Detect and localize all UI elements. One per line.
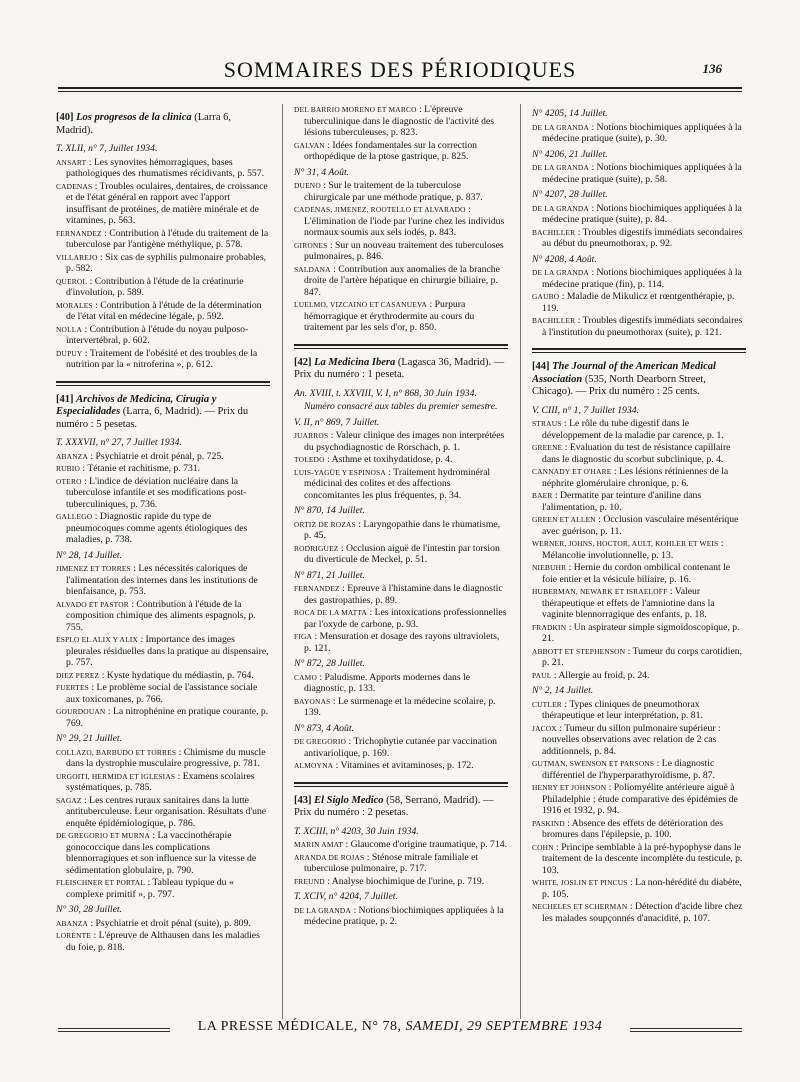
article-entry	[56, 181, 270, 227]
article-title: : Poliomyélite antérieure aiguë à Philadelphie ; étude comparative des épidémies de 1916 et 1932, p. 94.	[542, 782, 738, 816]
article-entry	[56, 451, 270, 463]
article-title: : Mélancolie involutionnelle, p. 13.	[542, 538, 724, 561]
article-title: : Traitement de l'obésité et des troubles de la nutrition par la « nitroferina », p. 612.	[66, 347, 258, 370]
article-author: LUELMO, VIZCAINO ET CASANUEVA	[294, 300, 428, 309]
issue-heading: N° 872, 28 Juillet.	[294, 658, 365, 669]
article-entry	[532, 670, 746, 682]
article-title: : Les lésions rétiniennes de la néphrite glomérulaire chronique, p. 6.	[542, 466, 729, 489]
article-title: : Le surmenage et la médecine scolaire, p. 139.	[304, 695, 496, 718]
article-author: GIRONES	[294, 240, 328, 250]
article-author: JIMENEZ ET TORRES	[56, 564, 131, 573]
article-entry	[532, 818, 746, 841]
article-author: ROCA DE LA MATTA	[294, 608, 368, 617]
article-title: : Contribution à l'étude de la créatinurie d'involution, p. 589.	[66, 275, 244, 298]
issue-heading: T. XCIV, n° 4204, 7 Juillet.	[294, 891, 398, 902]
article-entry	[56, 348, 270, 371]
article-author: SAGAZ	[56, 795, 82, 805]
article-author: GREEN ET ALLEN	[532, 515, 596, 524]
article-title: : Tumeur du corps carotidien, p. 21.	[542, 645, 743, 668]
page-number: 136	[702, 61, 722, 76]
article-title: : Occlusion aiguë de l'intestin par torsion du diverticule de Meckel, p. 51.	[304, 542, 500, 565]
article-entry	[56, 918, 270, 930]
article-author: HENRY ET JOHNSON	[532, 783, 607, 792]
article-title: : Allergie au froid, p. 24.	[551, 669, 650, 681]
article-entry	[532, 842, 746, 877]
article-title: : L'épreuve tuberculinique dans le diagnostic de l'activité des lésions tuberculeuses, p. 823.	[304, 104, 495, 138]
article-title: : Contribution aux anomalies de la branche droite de l'artère hépatique en chirurgie biliaire, p. 847.	[304, 263, 500, 298]
article-author: ABBOTT ET STEPHENSON	[532, 646, 626, 656]
article-author: PASKIND	[532, 818, 565, 828]
article-entry	[294, 240, 508, 263]
issue-heading: N° 871, 21 Juillet.	[294, 569, 365, 581]
article-author: GAUBO	[532, 292, 560, 301]
issue-heading: N° 4206, 21 Juillet.	[532, 148, 608, 160]
column-divider	[282, 104, 283, 1019]
article-entry	[56, 300, 270, 323]
article-title: : L'indice de déviation nucléaire dans la tuberculose infantile et ses modifications post-tuberculiniques, p. 736.	[66, 475, 247, 510]
journal-name: Los progresos de la clinica	[76, 112, 192, 123]
article-title: : Chimisme du muscle dans la dystrophie musculaire progressive, p. 781.	[66, 746, 266, 769]
article-author: COLLAZO, BARBUDO ET TORRES	[56, 747, 177, 757]
issue-heading: N° 4208, 4 Août.	[532, 253, 597, 265]
journal-name: El Siglo Medico	[314, 794, 384, 806]
issue-heading: N° 4207, 28 Juillet.	[532, 189, 608, 200]
article-entry	[532, 646, 746, 669]
article-author: GREENE	[532, 443, 563, 452]
article-entry	[294, 631, 508, 654]
article-entry	[532, 291, 746, 314]
article-entry	[56, 877, 270, 900]
article-title: : Maladie de Mikulicz et rœntgenthérapie, p. 119.	[542, 291, 735, 314]
issue-heading: N° 2, 14 Juillet.	[532, 685, 594, 696]
article-entry	[294, 876, 508, 888]
article-entry	[532, 267, 746, 290]
issue-heading: N° 28, 14 Juillet.	[56, 549, 123, 561]
journal-heading	[294, 357, 508, 382]
article-title: : Principe semblable à la pré-hypophyse dans le traitement de la descente incomplète du testicule, p. 103.	[542, 841, 743, 876]
article-entry	[294, 180, 508, 203]
article-title: : Notions biochimiques appliquées à la médecine pratique (suite), p. 30.	[542, 121, 742, 144]
article-entry	[532, 490, 746, 513]
article-author: DE LA GRANDA	[532, 163, 590, 172]
article-entry	[56, 670, 270, 682]
article-entry	[294, 467, 508, 502]
article-title: : Tumeur du sillon pulmonaire supérieur : nouvelles observations avec relation de 2 cas additionnels, p. 84.	[542, 722, 721, 757]
article-title: : Détection d'acide libre chez les malades soupçonnés d'anacidité, p. 107.	[542, 901, 743, 924]
article-author: DIEZ PEREZ	[56, 670, 100, 680]
journal-info: (Larra 6, Madrid).	[56, 112, 231, 136]
article-entry	[532, 562, 746, 585]
article-author: WERNER, JOHNS, HOCTOR, AULT, KOHLER ET WEIS	[532, 539, 719, 548]
article-author: WHITE, JOSLIN ET PINCUS	[532, 878, 628, 887]
article-author: CADENAS, JIMENEZ, ROOTELLO ET ALVARADO	[294, 205, 466, 214]
article-title: : Troubles digestifs immédiats secondaires au début du pneumothorax, p. 92.	[542, 226, 743, 249]
article-title: : Examens scolaires systématiques, p. 785.	[66, 770, 255, 793]
footer-publication: LA PRESSE MÉDICALE, N° 78,	[197, 1019, 406, 1034]
article-entry	[532, 315, 746, 338]
article-author: FIGA	[294, 632, 313, 641]
article-author: DE LA GRANDA	[294, 905, 352, 915]
article-author: QUEROL	[56, 276, 88, 286]
journal-heading	[56, 394, 270, 432]
issue-heading: T. XLII, n° 7, Juillet 1934.	[56, 143, 158, 154]
article-entry	[294, 672, 508, 695]
article-author: URGOITI, HERMIDA ET IGLESIAS	[56, 771, 176, 781]
article-author: NIEBUHR	[532, 563, 567, 572]
article-title: : Contribution à l'étude de la composition chimique des aliments espagnols, p. 755.	[66, 598, 256, 633]
article-author: DUENO	[294, 181, 321, 190]
article-author: DE LA GRANDA	[532, 203, 590, 213]
article-title: : Psychiatrie et droit pénal, p. 725.	[88, 450, 224, 462]
footer-rule	[630, 1028, 742, 1032]
article-title: : Sur le traitement de la tuberculose chirurgicale par une méthode pratique, p. 837.	[304, 180, 483, 203]
article-entry	[294, 905, 508, 928]
article-title: : Le diagnostic différentiel de l'hyperparathyroïdisme, p. 87.	[542, 758, 715, 781]
article-author: LUIS-YAGÜE Y ESPINOSA	[294, 467, 386, 477]
article-title: : La nitrophénine en pratique courante, p. 769.	[66, 706, 269, 729]
article-entry	[532, 162, 746, 185]
article-author: CAMO	[294, 672, 317, 682]
article-title: : L'élimination de l'iode par l'urine chez les individus normaux soumis aux sels iodés, p. 843.	[304, 204, 505, 238]
article-author: TOLEDO	[294, 455, 325, 464]
article-entry	[294, 607, 508, 630]
article-title: : Evaluation du test de résistance capillaire dans le diagnostic du scorbut subclinique, p. 4.	[542, 442, 731, 465]
article-author: ORTIZ DE ROZAS	[294, 519, 356, 529]
article-title: : Notions biochimiques appliquées à la médecine pratique (suite), p. 84.	[542, 202, 742, 225]
article-entry	[294, 264, 508, 299]
article-entry	[532, 758, 746, 781]
article-entry	[532, 227, 746, 250]
article-entry	[294, 852, 508, 875]
journal-number: [44]	[532, 361, 550, 372]
article-entry	[56, 747, 270, 770]
article-entry	[56, 930, 270, 953]
article-entry	[294, 519, 508, 542]
article-title: : L'épreuve de Althausen dans les maladies du foie, p. 818.	[66, 930, 260, 953]
article-entry	[56, 476, 270, 511]
issue-note: Numéro consacré aux tables du premier semestre.	[304, 401, 498, 412]
article-author: FREUND	[294, 876, 325, 886]
article-entry	[294, 454, 508, 466]
article-title: : Notions biochimiques appliquées à la médecine pratique (fin), p. 114.	[542, 267, 742, 290]
article-author: DE GREGORIO ET MURNA	[56, 831, 150, 840]
journal-info: (58, Serrano, Madrid). — Prix du numéro : 2 pesetas.	[294, 794, 494, 818]
article-author: FRADKIN	[532, 622, 567, 632]
article-author: CUTLER	[532, 699, 562, 709]
journal-name: The Journal of the American Medical Association	[532, 361, 716, 385]
article-title: : Mensuration et dosage des rayons ultraviolets, p. 121.	[304, 631, 500, 654]
article-entry	[56, 252, 270, 275]
journal-number: [41]	[56, 393, 74, 405]
article-author: GALVAN	[294, 140, 325, 150]
article-author: DE LA GRANDA	[532, 122, 590, 132]
article-entry	[532, 418, 746, 441]
journal-number: [40]	[56, 112, 74, 123]
footer-masthead	[172, 1019, 628, 1035]
article-entry	[56, 634, 270, 669]
article-title: : Le rôle du tube digestif dans le développement de la maladie par carence, p. 1.	[542, 418, 724, 441]
issue-heading: T. XCIII, n° 4203, 30 Juin 1934.	[294, 825, 419, 837]
journal-heading	[532, 361, 746, 399]
article-title: : Vitamines et avitaminoses, p. 172.	[333, 760, 474, 771]
article-entry	[56, 795, 270, 830]
article-entry	[532, 514, 746, 537]
article-author: VILLAREJO	[56, 252, 98, 262]
article-entry	[56, 463, 270, 475]
article-title: : Purpura hémorragique et érythrodermite au cours du traitement par les sels d'or, p. 850.	[304, 299, 475, 333]
article-title: : Importance des images pleurales résiduelles dans la pratique au dispensaire, p. 757.	[66, 634, 269, 668]
article-author: RUBIO	[56, 464, 80, 473]
journal-info: (Larra, 6, Madrid). — Prix du numéro : 5 pesetas.	[56, 406, 249, 430]
article-entry	[532, 723, 746, 758]
issue-heading: An. XVIII, t. XXVIII, V. I, n° 868, 30 Juin 1934.	[294, 387, 477, 399]
article-entry	[56, 563, 270, 598]
article-entry	[532, 203, 746, 226]
issue-heading: N° 873, 4 Août.	[294, 722, 354, 734]
article-author: JUARROS	[294, 431, 329, 440]
journal-info: (535, North Dearborn Street, Chicago). — Prix du numéro : 25 cents.	[532, 373, 706, 397]
article-title: : Les centres ruraux sanitaires dans la lutte antituberculeuse. Leur organisation. Résultats d'une enquête épidémiologique, p. 786.	[66, 794, 267, 829]
issue-heading: T. XXXVII, n° 27, 7 Juillet 1934.	[56, 437, 182, 448]
header-rule	[58, 87, 742, 89]
article-title: : Psychiatrie et droit pénal (suite), p. 809.	[88, 917, 251, 929]
article-entry	[532, 442, 746, 465]
article-title: : La non-hérédité du diabète, p. 105.	[542, 877, 742, 900]
article-entry	[294, 583, 508, 606]
article-author: FERNANDEZ	[56, 228, 102, 238]
issue-heading: N° 870, 14 Juillet.	[294, 505, 365, 516]
article-title: : Absence des effets de détérioration des bromures dans l'épilepsie, p. 100.	[542, 817, 724, 840]
article-title: : Diagnostic rapide du type de pneumocoques comme agents étiologiques des maladies, p. 738.	[66, 511, 248, 545]
article-author: BAYONAS	[294, 696, 331, 706]
section-separator	[294, 344, 508, 349]
article-entry	[532, 782, 746, 817]
journal-heading	[56, 112, 270, 137]
article-author: FUERTES	[56, 683, 89, 692]
article-author: CADENAS	[56, 181, 93, 191]
article-author: FERNANDEZ	[294, 584, 340, 593]
article-entry	[294, 736, 508, 759]
article-title: : Sur un nouveau traitement des tuberculoses pulmonaires, p. 846.	[304, 239, 504, 262]
article-author: BACHILLER	[532, 227, 576, 237]
article-title: : Hernie du cordon ombilical contenant le foie entier et la vésicule biliaire, p. 16.	[542, 562, 731, 585]
journal-number: [42]	[294, 356, 312, 368]
article-title: : Paludisme. Apports modernes dans le diagnostic, p. 133.	[304, 671, 471, 694]
footer-date: SAMEDI, 29 SEPTEMBRE 1934	[405, 1019, 603, 1034]
article-entry	[56, 511, 270, 546]
header-rule	[58, 91, 742, 92]
article-entry	[532, 538, 746, 561]
article-entry	[56, 599, 270, 634]
section-separator	[532, 348, 746, 353]
article-entry	[532, 466, 746, 489]
article-title: : Troubles oculaires, dentaires, de croissance et de l'état général en rapport avec l'apport insuffisant de protéines, de matière minérale et de vitamines, p. 563.	[66, 180, 268, 226]
article-title: : Trichophytie cutanée par vaccination antivariolique, p. 169.	[304, 736, 498, 759]
article-title: : Laryngopathie dans le rhumatisme, p. 45.	[304, 518, 501, 541]
article-entry	[56, 771, 270, 794]
article-author: ALVADO ET PASTOR	[56, 599, 129, 609]
column-right	[532, 104, 746, 1019]
article-author: DE LA GRANDA	[532, 268, 590, 277]
article-title: : Tableau typique du « complexe primitif », p. 797.	[66, 877, 234, 900]
article-author: HUBERMAN, NEWARK ET ISRAELOFF	[532, 587, 668, 596]
article-title: : Notions biochimiques appliquées à la médecine pratique, p. 2.	[304, 904, 504, 927]
article-author: GALLEGO	[56, 512, 93, 521]
article-title: : Valeur thérapeutique et effets de l'amniotine dans la vaginite blennorragique des enfants, p. 18.	[542, 586, 715, 620]
section-separator	[56, 381, 270, 386]
article-author: JACOX	[532, 723, 557, 733]
article-author: ARANDA DE ROJAS	[294, 852, 365, 862]
article-title: : Types cliniques de pneumothorax thérapeutique et leur interprétation, p. 81.	[542, 698, 703, 721]
article-author: DE GREGORIO	[294, 737, 347, 746]
article-title: : Contribution à l'étude de la détermination de l'état vital en médecine légale, p. 592.	[66, 299, 262, 322]
article-entry	[532, 901, 746, 924]
article-author: ANSART	[56, 157, 87, 167]
article-entry	[294, 760, 508, 772]
article-author: MORALES	[56, 300, 93, 310]
article-title: : Six cas de syphilis pulmonaire probables, p. 582.	[66, 251, 267, 274]
article-entry	[56, 324, 270, 347]
article-title: : Contribution à l'étude du noyau pulposo-intervertébral, p. 602.	[66, 323, 249, 346]
article-author: GOURDOUAN	[56, 707, 106, 716]
article-author: FLEISCHNER ET PORTAL	[56, 878, 146, 887]
article-title: : Analyse biochimique de l'urine, p. 719.	[324, 875, 485, 887]
article-author: BACHILLER	[532, 316, 576, 325]
issue-heading: N° 31, 4 Août.	[294, 166, 350, 178]
article-entry	[532, 699, 746, 722]
journal-number: [43]	[294, 794, 312, 806]
article-title: : Troubles digestifs immédiats secondaires à l'institution du pneumothorax (suite), p. 121.	[542, 315, 743, 338]
article-author: MARIN AMAT	[294, 840, 344, 849]
article-title: : Un aspirateur simple sigmoïdoscopique, p. 21.	[542, 621, 740, 644]
article-author: GUTMAN, SWENSON ET PARSONS	[532, 759, 655, 768]
article-author: DUPUY	[56, 348, 83, 358]
page-title: SOMMAIRES DES PÉRIODIQUES	[223, 57, 577, 82]
article-author: STRAUS	[532, 419, 562, 428]
article-entry	[56, 276, 270, 299]
column-divider	[520, 104, 521, 1019]
article-title: : La vaccinothérapie gonococcique dans les complications blennorragiques et son influence sur la vitesse de sédimentation globulaire, p. 790.	[66, 830, 257, 876]
article-author: COHN	[532, 842, 554, 852]
article-author: NECHELES ET SCHERMAN	[532, 902, 628, 911]
article-author: ESPLO EL ALIX Y ALIX	[56, 635, 139, 644]
article-title: : Les intoxications professionnelles par l'oxyde de carbone, p. 93.	[304, 607, 507, 630]
article-entry	[532, 586, 746, 621]
article-author: NOLLA	[56, 324, 83, 334]
article-title: : Idées fondamentales sur la correction orthopédique de la ptose gastrique, p. 825.	[304, 139, 478, 162]
article-author: DEL BARRIO MORENO ET MARCO	[294, 105, 417, 114]
article-author: OTERO	[56, 476, 82, 486]
article-entry	[532, 622, 746, 645]
journal-info: (Lagasca 36, Madrid). — Prix du numéro : 1 peseta.	[294, 356, 505, 380]
article-author: ABANZA	[56, 451, 88, 461]
article-author: SALDANA	[294, 264, 331, 274]
article-title: : Sténose mitrale familiale et tuberculose pulmonaire, p. 717.	[304, 851, 479, 874]
article-author: LORENTE	[56, 931, 92, 940]
journal-name: Archivos de Medicina, Cirugia y Especialidades	[56, 393, 217, 417]
article-title: : Tétanie et rachitisme, p. 731.	[80, 463, 201, 474]
journal-name: La Medicina Ibera	[314, 356, 396, 368]
article-title: : Kyste hydatique du médiastin, p. 764.	[99, 669, 254, 681]
article-author: CANNADY ET O'HARE	[532, 467, 612, 476]
article-entry	[532, 877, 746, 900]
column-middle	[294, 104, 508, 1019]
article-entry	[56, 706, 270, 729]
article-entry	[294, 204, 508, 239]
article-title: : Les synovites hémorragiques, bases pathologiques des rhumatismes récidivants, p. 557.	[66, 156, 265, 179]
article-author: ALMOYNA	[294, 761, 334, 770]
article-entry	[56, 228, 270, 251]
issue-heading: V. II, n° 869, 7 Juillet.	[294, 416, 380, 428]
issue-heading: N° 29, 21 Juillet.	[56, 733, 123, 744]
issue-heading: N° 4205, 14 Juillet.	[532, 108, 608, 119]
article-entry	[294, 299, 508, 334]
article-author: BAER	[532, 491, 553, 500]
footer-rule	[58, 1028, 170, 1032]
article-title: : Le problème social de l'assistance sociale aux toxicomanes, p. 766.	[66, 682, 258, 705]
article-title: : Dermatite par teinture d'aniline dans l'alimentation, p. 10.	[542, 490, 702, 513]
article-author: ABANZA	[56, 918, 88, 928]
article-entry	[294, 104, 508, 139]
article-title: : Les nécessités caloriques de l'alimentation des internes dans les institutions de bienfaisance, p. 753.	[66, 563, 258, 597]
article-author: PAUL	[532, 670, 552, 680]
article-title: : Traitement hydrominéral médicinal des colites et des affections concomitantes les plus fréquentes, p. 34.	[304, 466, 491, 501]
article-title: : Notions biochimiques appliquées à la médecine pratique (suite), p. 58.	[542, 162, 742, 185]
article-title: : Glaucome d'origine traumatique, p. 714.	[343, 839, 507, 850]
article-entry	[294, 430, 508, 453]
article-author: RODRIGUEZ	[294, 543, 339, 553]
issue-heading: V. CIII, n° 1, 7 Juillet 1934.	[532, 404, 640, 416]
article-entry	[56, 682, 270, 705]
article-entry	[294, 140, 508, 163]
article-entry	[532, 122, 746, 145]
article-entry	[294, 839, 508, 851]
article-title: : Epreuve à l'histamine dans le diagnostic des gastropathies, p. 89.	[304, 583, 503, 606]
journal-heading	[294, 795, 508, 820]
article-entry	[56, 157, 270, 180]
article-title: : Asthme et toxihydatidose, p. 4.	[324, 454, 453, 465]
article-title: : Occlusion vasculaire mésentérique avec guérison, p. 11.	[542, 514, 739, 537]
article-entry	[294, 543, 508, 566]
article-entry	[56, 830, 270, 876]
section-separator	[294, 782, 508, 787]
article-title: : Contribution à l'étude du traitement de la tuberculose par l'antigène méthylique, p. 578.	[66, 227, 269, 250]
article-entry	[294, 696, 508, 719]
column-left	[56, 104, 270, 1019]
issue-heading: N° 30, 28 Juillet.	[56, 904, 123, 915]
article-title: : Valeur clinique des images non interprétées du psychodiagnostic de Rorschach, p. 1.	[304, 430, 505, 453]
